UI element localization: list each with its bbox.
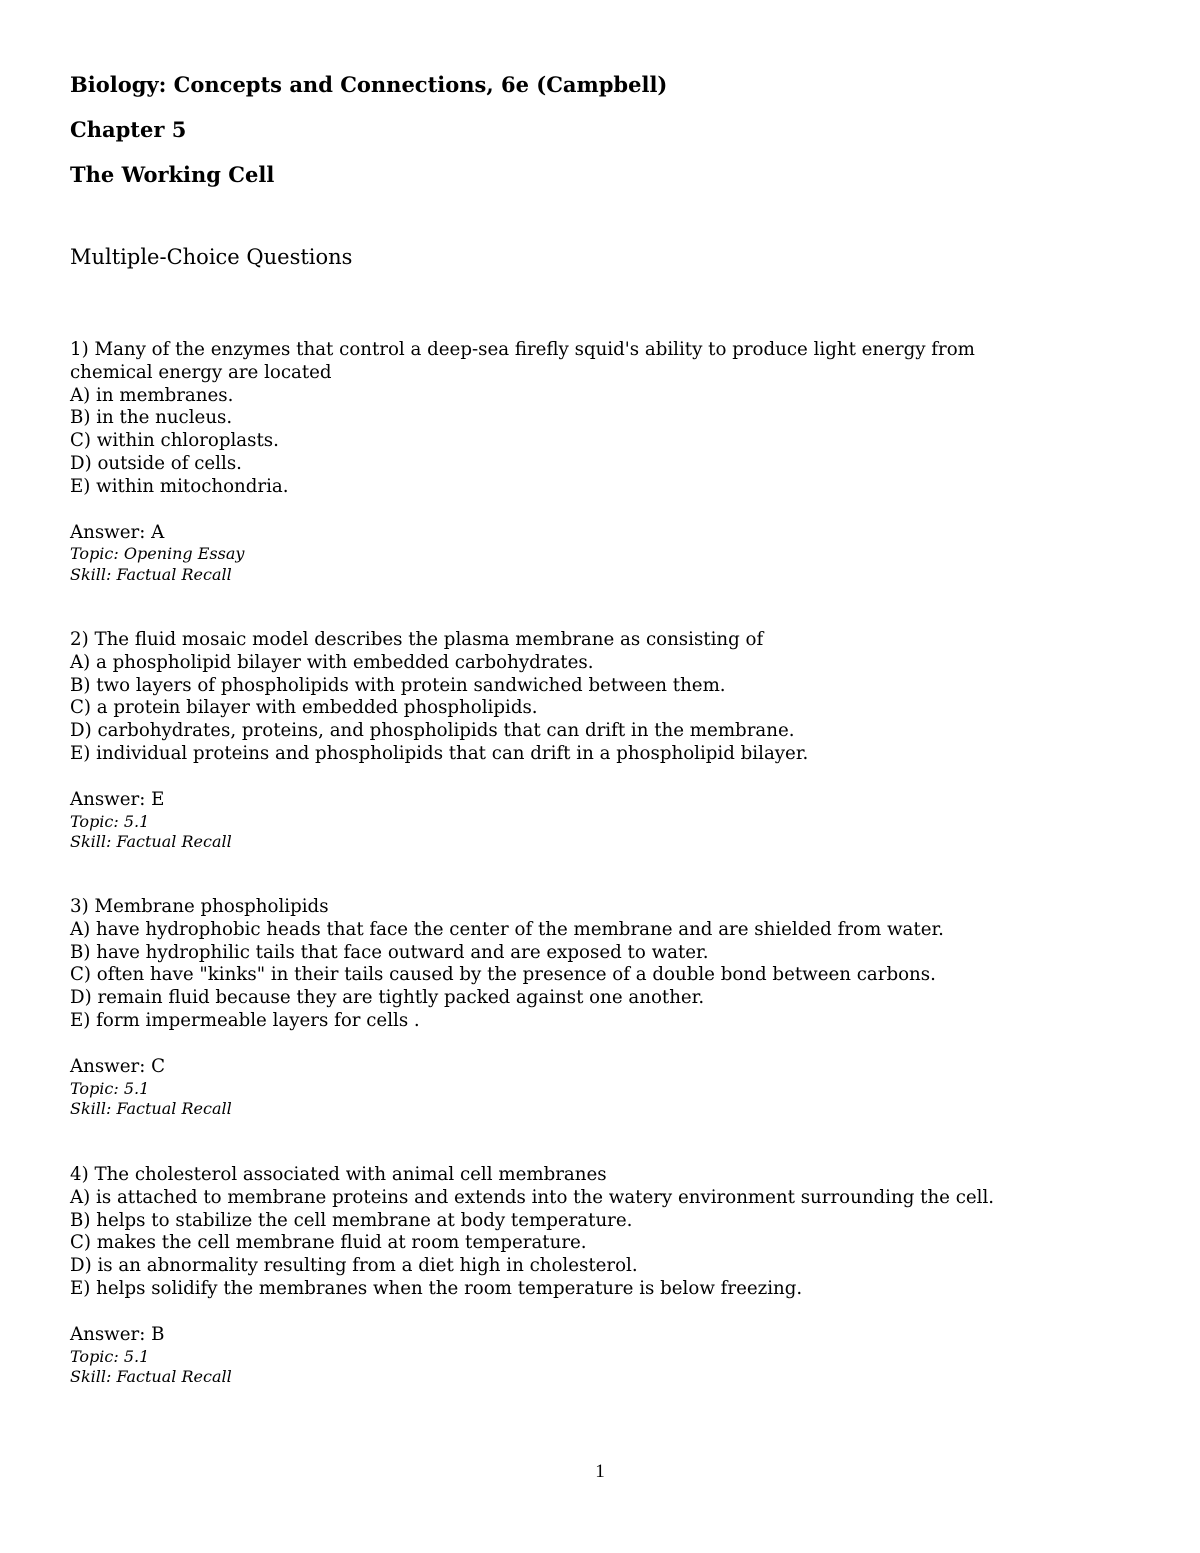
section-heading: Multiple-Choice Questions <box>70 245 353 269</box>
question-stem: 3) Membrane phospholipids <box>70 896 329 917</box>
book-title: Biology: Concepts and Connections, 6e (Campbell) <box>70 72 668 97</box>
question-stem: 1) Many of the enzymes that control a deep-sea firefly squid's ability to produce light energy from <box>70 339 975 360</box>
answer-option-c: C) often have "kinks" in their tails caused by the presence of a double bond between carbons. <box>70 964 936 986</box>
question-stem: 2) The fluid mosaic model describes the plasma membrane as consisting of <box>70 629 764 650</box>
answer-block <box>70 522 1150 586</box>
topic-label: Topic: 5.1 <box>70 811 150 831</box>
answer-option-e: E) individual proteins and phospholipids that can drift in a phospholipid bilayer. <box>70 742 809 764</box>
skill-label: Skill: Factual Recall <box>70 1367 232 1387</box>
answer-option-c: C) within chloroplasts. <box>70 430 279 452</box>
answer-option-b: B) helps to stabilize the cell membrane at body temperature. <box>70 1209 633 1231</box>
answer-option-e: E) within mitochondria. <box>70 475 289 497</box>
skill-label: Skill: Factual Recall <box>70 564 232 584</box>
skill-label: Skill: Factual Recall <box>70 1099 232 1119</box>
answer-option-c: C) a protein bilayer with embedded phospholipids. <box>70 697 538 719</box>
question-3 <box>70 896 1150 1120</box>
answer-option-e: E) helps solidify the membranes when the room temperature is below freezing. <box>70 1277 803 1299</box>
answer-key: Answer: A <box>70 521 165 543</box>
chapter-label: Chapter 5 <box>70 117 187 142</box>
question-stem: 4) The cholesterol associated with animal cell membranes <box>70 1164 607 1185</box>
answer-option-a: A) a phospholipid bilayer with embedded carbohydrates. <box>70 651 594 673</box>
answer-key: Answer: C <box>70 1055 166 1077</box>
answer-option-b: B) have hydrophilic tails that face outward and are exposed to water. <box>70 941 709 963</box>
answer-option-d: D) carbohydrates, proteins, and phospholipids that can drift in the membrane. <box>70 720 795 742</box>
answer-option-a: A) is attached to membrane proteins and extends into the watery environment surrounding the cell. <box>70 1186 995 1208</box>
answer-option-d: D) outside of cells. <box>70 452 242 474</box>
topic-label: Topic: 5.1 <box>70 1078 150 1098</box>
question-1 <box>70 339 1150 585</box>
question-2 <box>70 629 1150 853</box>
answer-key: Answer: B <box>70 1323 165 1345</box>
answer-option-d: D) remain fluid because they are tightly packed against one another. <box>70 987 705 1009</box>
answer-block <box>70 789 1150 853</box>
answer-option-e: E) form impermeable layers for cells . <box>70 1009 420 1031</box>
chapter-title: The Working Cell <box>70 162 275 187</box>
topic-label: Topic: Opening Essay <box>70 544 245 564</box>
answer-key: Answer: E <box>70 788 165 810</box>
answer-option-b: B) two layers of phospholipids with protein sandwiched between them. <box>70 674 726 696</box>
answer-option-a: A) have hydrophobic heads that face the center of the membrane and are shielded from water. <box>70 918 944 940</box>
answer-option-b: B) in the nucleus. <box>70 407 233 429</box>
answer-option-d: D) is an abnormality resulting from a diet high in cholesterol. <box>70 1255 638 1277</box>
page-number: 1 <box>595 1461 605 1482</box>
answer-option-a: A) in membranes. <box>70 384 234 406</box>
topic-label: Topic: 5.1 <box>70 1346 150 1366</box>
answer-block <box>70 1056 1150 1120</box>
answer-block <box>70 1324 1150 1388</box>
question-stem-continued: chemical energy are located <box>70 361 332 383</box>
skill-label: Skill: Factual Recall <box>70 832 232 852</box>
question-4 <box>70 1164 1150 1388</box>
answer-option-c: C) makes the cell membrane fluid at room temperature. <box>70 1232 587 1254</box>
